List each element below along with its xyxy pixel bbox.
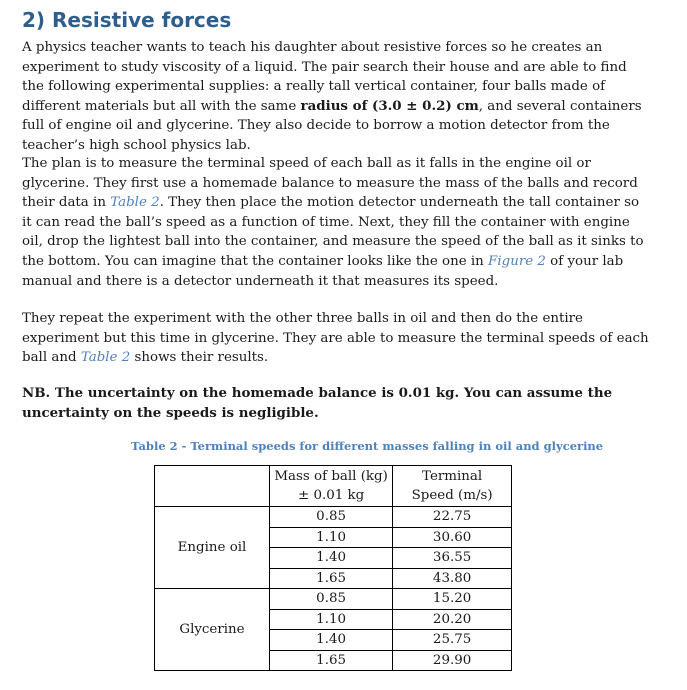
header-mass: Mass of ball (kg) ± 0.01 kg [269, 466, 392, 507]
speed-cell: 36.55 [393, 548, 512, 569]
mass-cell: 1.65 [269, 650, 392, 671]
mass-cell: 1.40 [269, 548, 392, 569]
plan-text-3: of your lab manual and there is a detector underneath it that measures its speed. [22, 253, 624, 289]
table-row [155, 507, 512, 528]
results-table [154, 465, 512, 671]
intro-text-end: , and several containers full of engine oil and glycerine. They also decide to borrow a motion detector from the teacher’s high school physics lab. [22, 98, 642, 153]
plan-paragraph [22, 154, 652, 291]
speed-cell: 30.60 [393, 527, 512, 548]
group-label-glycerine: Glycerine [155, 589, 270, 671]
repeat-text-2: shows their results. [130, 350, 269, 366]
table-header-row [155, 466, 512, 507]
intro-text-start: A physics teacher wants to teach his daughter about resistive forces so he creates an experiment to study viscosity of a liquid. The pair search their house and are able to find the following experimental supplies: a really tall vertical container, four balls made of different materials but all with the same [22, 40, 627, 114]
table-caption: Table 2 - Terminal speeds for different masses falling in oil and glycerine [131, 439, 604, 453]
mass-cell: 0.85 [269, 589, 392, 610]
speed-cell: 29.90 [393, 650, 512, 671]
table-2-link[interactable]: Table 2 [110, 195, 160, 211]
figure-2-link[interactable]: Figure 2 [488, 253, 546, 269]
mass-cell: 1.40 [269, 630, 392, 651]
header-empty-cell [155, 466, 270, 507]
repeat-paragraph [22, 309, 652, 368]
plan-text-1: The plan is to measure the terminal speed of each ball as it falls in the engine oil or glycerine. They first use a homemade balance to measure the mass of the balls and record their data in [22, 156, 638, 211]
mass-cell: 0.85 [269, 507, 392, 528]
section-title: 2) Resistive forces [22, 8, 232, 32]
mass-cell: 1.10 [269, 609, 392, 630]
speed-cell: 20.20 [393, 609, 512, 630]
mass-cell: 1.10 [269, 527, 392, 548]
radius-value: radius of (3.0 ± 0.2) cm [300, 97, 479, 114]
plan-text-2: . They then place the motion detector underneath the tall container so it can read the ball’s speed as a function of time. Next, they fill the container with engine oil, drop the lightest ball into the container, and measure the speed of the ball as it sinks to the bottom. You can imagine that the container looks like the one in [22, 195, 644, 269]
header-speed: Terminal Speed (m/s) [393, 466, 512, 507]
group-label-oil: Engine oil [155, 507, 270, 589]
mass-cell: 1.65 [269, 568, 392, 589]
speed-cell: 43.80 [393, 568, 512, 589]
speed-cell: 22.75 [393, 507, 512, 528]
repeat-text-1: They repeat the experiment with the other three balls in oil and then do the entire experiment but this time in glycerine. They are able to measure the terminal speeds of each ball and [22, 311, 649, 366]
speed-cell: 15.20 [393, 589, 512, 610]
intro-paragraph [22, 38, 652, 156]
table-row [155, 589, 512, 610]
uncertainty-note: NB. The uncertainty on the homemade balance is 0.01 kg. You can assume the uncertainty on the speeds is negligible. [22, 385, 613, 421]
speed-cell: 25.75 [393, 630, 512, 651]
table-2-link[interactable]: Table 2 [80, 350, 131, 366]
